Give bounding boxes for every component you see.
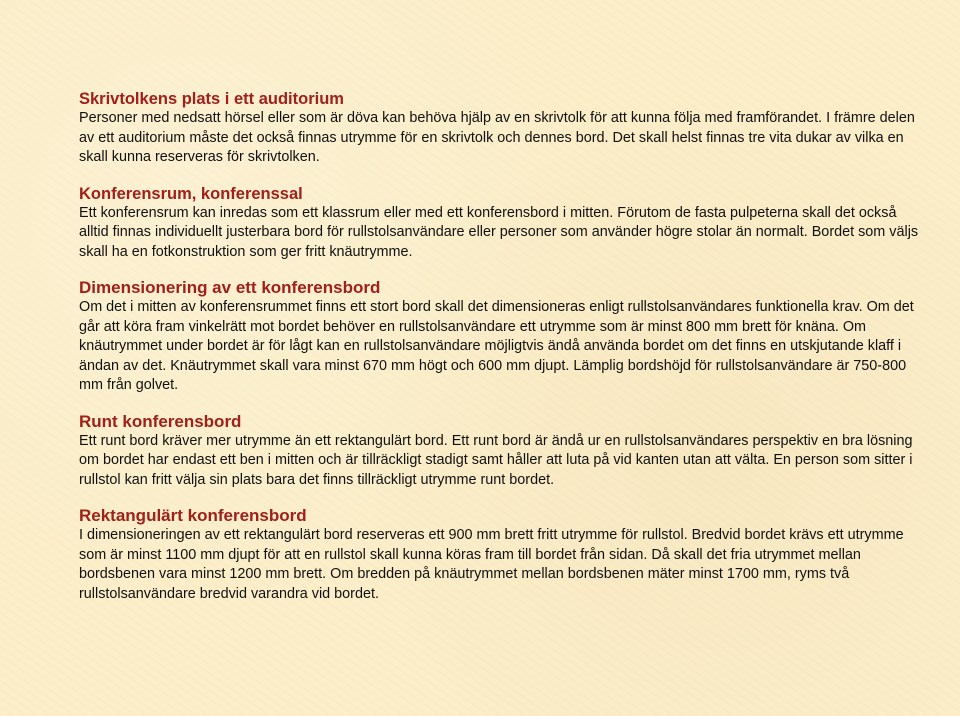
section-skrivtolkens-plats <box>79 89 925 168</box>
section-heading: Rektangulärt konferensbord <box>79 506 307 525</box>
section-heading: Runt konferensbord <box>79 411 242 431</box>
section-paragraph: Personer med nedsatt hörsel eller som är döva kan behöva hjälp av en skrivtolk för att kunna följa med framförandet. I främre delen av ett auditorium måste det också finnas utrymme för en skrivtolk och dennes bord. Det skall helst finnas tre vita dukar av vilka en skall kunna reserveras för skrivtolken. <box>79 110 915 165</box>
section-heading: Dimensionering av ett konferensbord <box>79 278 381 297</box>
section-paragraph: Ett runt bord kräver mer utrymme än ett rektangulärt bord. Ett runt bord är ändå ur en rullstolsanvändares perspektiv en bra lösning om bordet har endast ett ben i mitten och är tillräckligt stadigt samt håller att luta på vid kanten utan att välta. En person som sitter i rullstol kan fritt välja sin plats bara det finns tillräckligt utrymme runt bordet. <box>79 432 913 488</box>
section-konferensrum <box>79 184 925 263</box>
section-paragraph: I dimensioneringen av ett rektangulärt bord reserveras ett 900 mm brett fritt utrymme för rullstol. Bredvid bordet krävs ett utrymme som är minst 1100 mm djupt för att en rullstol skall kunna köras fram till bordet från sidan. Då skall det fria utrymmet mellan bordsbenen vara minst 1200 mm brett. Om bredden på knäutrymmet mellan bordsbenen mäter minst 1700 mm, ryms två rullstolsanvändare bredvid varandra vid bordet. <box>79 527 904 602</box>
section-paragraph: Ett konferensrum kan inredas som ett klassrum eller med ett konferensbord i mitten. Förutom de fasta pulpeterna skall det också alltid finnas individuellt justerbara bord för rullstolsanvändare eller personer som använder högre stolar än normalt. Bordet som väljs skall ha en fotkonstruktion som ger fritt knäutrymme. <box>79 204 919 260</box>
document-page <box>79 89 925 604</box>
section-heading: Konferensrum, konferenssal <box>79 184 303 203</box>
section-paragraph: Om det i mitten av konferensrummet finns ett stort bord skall det dimensioneras enligt rullstolsanvändares funktionella krav. Om det går att köra fram vinkelrätt mot bordet behöver en rullstolsanvändare ett utrymme som är minst 800 mm brett för knäna. Om knäutrymmet under bordet är för lågt kan en rullstolsanvändare möjligtvis ändå använda bordet om det finns en utskjutande klaff i ändan av det. Knäutrymmet skall vara minst 670 mm högt och 600 mm djupt. Lämplig bordshöjd för rullstolsanvändare är 750-800 mm från golvet. <box>79 299 914 393</box>
section-dimensionering <box>79 278 925 396</box>
section-heading: Skrivtolkens plats i ett auditorium <box>79 90 344 108</box>
section-rektangulart-konferensbord <box>79 506 925 604</box>
section-runt-konferensbord <box>79 412 925 491</box>
